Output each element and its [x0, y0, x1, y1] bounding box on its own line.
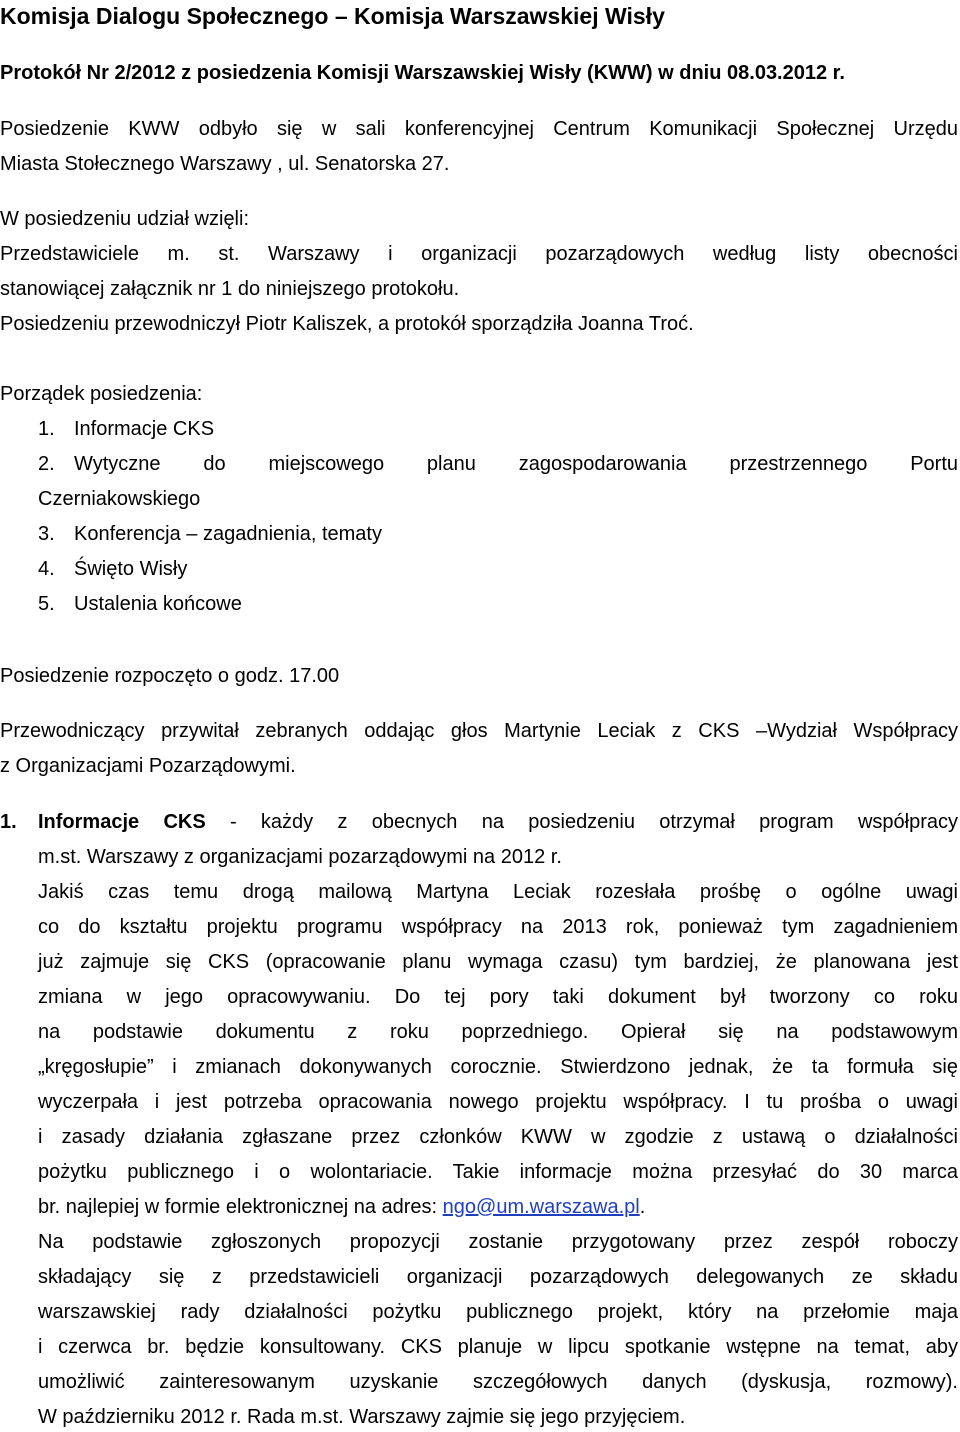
agenda-item-number: 2.: [38, 453, 55, 475]
section-1-line: i czerwca br. będzie konsultowany. CKS planuje w lipcu spotkanie wstępne na temat, aby: [38, 1336, 958, 1358]
section-1-number: 1.: [0, 811, 17, 833]
agenda-item-text: Święto Wisły: [74, 558, 188, 580]
section-1-line: co do kształtu projektu programu współpracy na 2013 rok, ponieważ tym zagadnieniem: [38, 916, 958, 938]
section-1-last-line: W październiku 2012 r. Rada m.st. Warszawy zajmie się jego przyjęciem.: [38, 1406, 686, 1428]
section-1-line: pożytku publicznego i o wolontariacie. Takie informacje można przesyłać do 30 marca: [38, 1161, 958, 1183]
participants-heading: W posiedzeniu udział wzięli:: [0, 208, 250, 230]
agenda-item-text: Informacje CKS: [74, 418, 215, 440]
agenda-item-number: 4.: [38, 558, 55, 580]
email-line: [38, 1192, 645, 1222]
email-suffix: .: [639, 1196, 646, 1218]
agenda-item-number: 5.: [38, 593, 55, 615]
protocol-heading: Protokół Nr 2/2012 z posiedzenia Komisji Warszawskiej Wisły (KWW) w dniu 08.03.2012 r.: [0, 62, 845, 84]
agenda-heading: Porządek posiedzenia:: [0, 383, 203, 405]
agenda-item-text: Konferencja – zagadnienia, tematy: [74, 523, 382, 545]
section-1-line: Jakiś czas temu drogą mailową Martyna Leciak rozesłała prośbę o ogólne uwagi: [38, 881, 958, 903]
section-1-line: składający się z przedstawicieli organizacji pozarządowych delegowanych ze składu: [38, 1266, 958, 1288]
email-link[interactable]: ngo@um.warszawa.pl: [442, 1196, 640, 1218]
section-1-line: umożliwić zainteresowanym uzyskanie szczegółowych danych (dyskusja, rozmowy).: [38, 1371, 958, 1393]
section-1-line: m.st. Warszawy z organizacjami pozarządowymi na 2012 r.: [38, 846, 562, 868]
agenda-item-text-continued: Czerniakowskiego: [38, 488, 201, 510]
document-title: Komisja Dialogu Społecznego – Komisja Warszawskiej Wisły: [0, 3, 665, 29]
section-1-line: Na podstawie zgłoszonych propozycji zostanie przygotowany przez zespół roboczy: [38, 1231, 958, 1253]
section-1-line: już zajmuje się CKS (opracowanie planu wymaga czasu) tym bardziej, że planowana jest: [38, 951, 958, 973]
section-1-title: Informacje CKS: [38, 811, 206, 833]
participants-line-2: stanowiącej załącznik nr 1 do niniejszego protokołu.: [0, 278, 460, 300]
section-1-line: i zasady działania zgłaszane przez członków KWW w zgodzie z ustawą o działalności: [38, 1126, 958, 1148]
section-1-first-line: [38, 807, 958, 837]
section-1-title-rest: - każdy z obecnych na posiedzeniu otrzymał program współpracy: [205, 811, 958, 833]
location-line-2: Miasta Stołecznego Warszawy , ul. Senatorska 27.: [0, 153, 450, 175]
section-1-line: warszawskiej rady działalności pożytku publicznego projekt, który na przełomie maja: [38, 1301, 958, 1323]
agenda-item-number: 3.: [38, 523, 55, 545]
email-prefix: br. najlepiej w formie elektronicznej na adres:: [38, 1196, 443, 1218]
welcome-line-2: z Organizacjami Pozarządowymi.: [0, 755, 296, 777]
location-line-1: Posiedzenie KWW odbyło się w sali konferencyjnej Centrum Komunikacji Społecznej Urzędu: [0, 118, 958, 140]
chair-line: Posiedzeniu przewodniczył Piotr Kaliszek, a protokół sporządziła Joanna Troć.: [0, 313, 694, 335]
section-1-line: zmiana w jego opracowywaniu. Do tej pory taki dokument był tworzony co roku: [38, 986, 958, 1008]
agenda-item-number: 1.: [38, 418, 55, 440]
welcome-line-1: Przewodniczący przywitał zebranych oddając głos Martynie Leciak z CKS –Wydział Współpracy: [0, 720, 958, 742]
section-1-line: na podstawie dokumentu z roku poprzedniego. Opierał się na podstawowym: [38, 1021, 958, 1043]
start-time-line: Posiedzenie rozpoczęto o godz. 17.00: [0, 665, 340, 687]
agenda-item-text: Ustalenia końcowe: [74, 593, 242, 615]
section-1-line: „kręgosłupie” i zmianach dokonywanych corocznie. Stwierdzono jednak, że ta formuła się: [38, 1056, 958, 1078]
agenda-item-text: Wytyczne do miejscowego planu zagospodarowania przestrzennego Portu: [74, 453, 958, 475]
participants-line-1: Przedstawiciele m. st. Warszawy i organizacji pozarządowych według listy obecności: [0, 243, 958, 265]
section-1-line: wyczerpała i jest potrzeba opracowania nowego projektu współpracy. I tu prośba o uwagi: [38, 1091, 958, 1113]
